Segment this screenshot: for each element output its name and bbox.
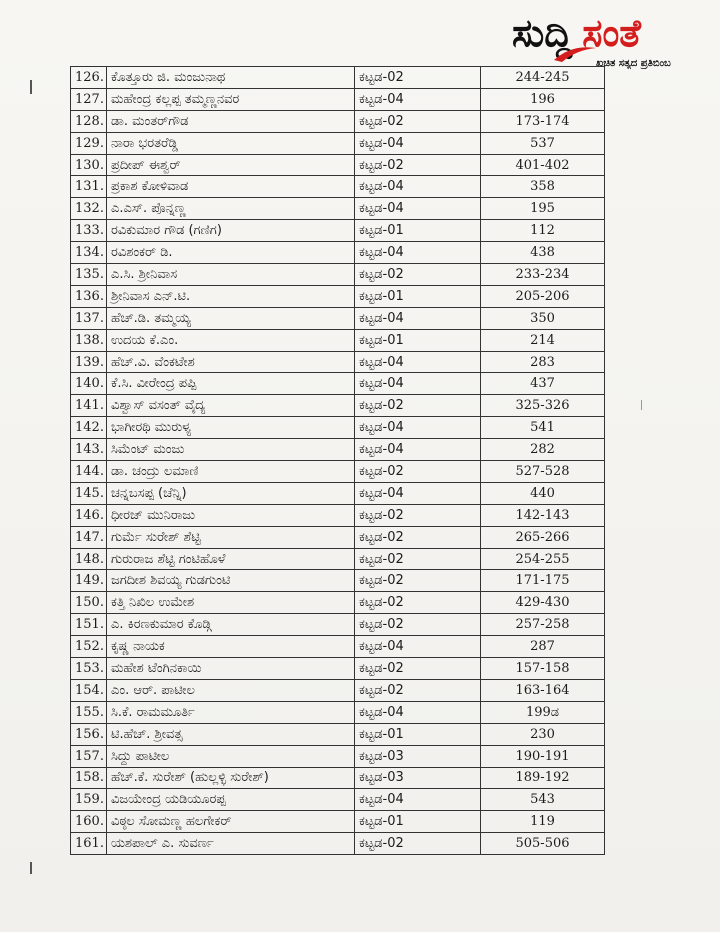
logo-word-accent: ಸಂತೆ [582, 11, 641, 55]
member-name: ಕೆ.ಸಿ. ವೀರೇಂದ್ರ ಪಪ್ಪಿ [107, 373, 355, 395]
bundle-reference: ಕಟ್ಟಡ-04 [355, 373, 481, 395]
row-number: 154. [71, 679, 107, 701]
row-number: 128. [71, 110, 107, 132]
row-number: 130. [71, 154, 107, 176]
bundle-reference: ಕಟ್ಟಡ-01 [355, 723, 481, 745]
page-range: 163-164 [481, 679, 605, 701]
bundle-reference: ಕಟ್ಟಡ-04 [355, 307, 481, 329]
page-range: 541 [481, 417, 605, 439]
page-range: 157-158 [481, 658, 605, 680]
table-row [71, 570, 605, 592]
table-row [71, 264, 605, 286]
bundle-reference: ಕಟ್ಟಡ-01 [355, 285, 481, 307]
member-name: ಸಿ.ಕೆ. ರಾಮಮೂರ್ತಿ [107, 701, 355, 723]
member-name: ವಿಶ್ವಾಸ್ ವಸಂತ್ ವೈದ್ಯ [107, 395, 355, 417]
table-row [71, 395, 605, 417]
member-name: ಧೀರಜ್ ಮುನಿರಾಜು [107, 504, 355, 526]
page-range: 265-266 [481, 526, 605, 548]
bundle-reference: ಕಟ್ಟಡ-02 [355, 526, 481, 548]
member-name: ಪ್ರಕಾಶ ಕೋಳಿವಾಡ [107, 176, 355, 198]
bundle-reference: ಕಟ್ಟಡ-04 [355, 132, 481, 154]
bundle-reference: ಕಟ್ಟಡ-04 [355, 789, 481, 811]
member-name: ಎ. ಕಿರಣಕುಮಾರ ಕೊಡ್ಗಿ [107, 614, 355, 636]
row-number: 143. [71, 439, 107, 461]
table-row [71, 110, 605, 132]
table-body [71, 67, 605, 855]
row-number: 142. [71, 417, 107, 439]
page-range: 205-206 [481, 285, 605, 307]
row-number: 140. [71, 373, 107, 395]
page-range: 325-326 [481, 395, 605, 417]
logo-tagline: ಖಚಿತ ಸತ್ಯದ ಪ್ರತಿಬಿಂಬ [596, 58, 671, 69]
table-row [71, 285, 605, 307]
bundle-reference: ಕಟ್ಟಡ-04 [355, 482, 481, 504]
row-number: 158. [71, 767, 107, 789]
page-range: 257-258 [481, 614, 605, 636]
member-name: ಯಶಪಾಲ್ ಎ. ಸುವರ್ಣ [107, 833, 355, 855]
table-row [71, 658, 605, 680]
table-row [71, 679, 605, 701]
row-number: 153. [71, 658, 107, 680]
bundle-reference: ಕಟ್ಟಡ-02 [355, 504, 481, 526]
row-number: 134. [71, 242, 107, 264]
table-row [71, 548, 605, 570]
row-number: 147. [71, 526, 107, 548]
row-number: 146. [71, 504, 107, 526]
bundle-reference: ಕಟ್ಟಡ-03 [355, 767, 481, 789]
member-name: ಎ.ಸಿ. ಶ್ರೀನಿವಾಸ [107, 264, 355, 286]
bundle-reference: ಕಟ್ಟಡ-04 [355, 88, 481, 110]
table-row [71, 242, 605, 264]
table-row [71, 88, 605, 110]
table-row [71, 461, 605, 483]
member-name: ಕೊತ್ತೂರು ಜಿ. ಮಂಜುನಾಥ [107, 67, 355, 89]
table-row [71, 351, 605, 373]
table-row [71, 329, 605, 351]
table-row [71, 701, 605, 723]
row-number: 139. [71, 351, 107, 373]
bundle-reference: ಕಟ್ಟಡ-02 [355, 67, 481, 89]
table-row [71, 504, 605, 526]
row-number: 150. [71, 592, 107, 614]
bundle-reference: ಕಟ್ಟಡ-04 [355, 439, 481, 461]
row-number: 151. [71, 614, 107, 636]
row-number: 136. [71, 285, 107, 307]
page-range: 173-174 [481, 110, 605, 132]
page-range: 230 [481, 723, 605, 745]
member-name: ಸಿದ್ದು ಪಾಟೀಲ [107, 745, 355, 767]
scan-artifact [30, 80, 32, 94]
bundle-reference: ಕಟ್ಟಡ-02 [355, 461, 481, 483]
row-number: 148. [71, 548, 107, 570]
bundle-reference: ಕಟ್ಟಡ-01 [355, 329, 481, 351]
bundle-reference: ಕಟ್ಟಡ-04 [355, 242, 481, 264]
table-row [71, 417, 605, 439]
page-range: 438 [481, 242, 605, 264]
table-row [71, 723, 605, 745]
table-row [71, 307, 605, 329]
member-name: ಹೆಚ್.ವಿ. ವೆಂಕಟೇಶ [107, 351, 355, 373]
bundle-reference: ಕಟ್ಟಡ-02 [355, 592, 481, 614]
bundle-reference: ಕಟ್ಟಡ-04 [355, 636, 481, 658]
page-range: 199ಡ [481, 701, 605, 723]
table-row [71, 220, 605, 242]
table-row [71, 154, 605, 176]
bundle-reference: ಕಟ್ಟಡ-02 [355, 110, 481, 132]
member-name: ಹೆಚ್.ಡಿ. ತಮ್ಮಯ್ಯ [107, 307, 355, 329]
page-range: 282 [481, 439, 605, 461]
table-row [71, 767, 605, 789]
page-range: 505-506 [481, 833, 605, 855]
page-range: 283 [481, 351, 605, 373]
page-range: 119 [481, 811, 605, 833]
row-number: 135. [71, 264, 107, 286]
page-range: 429-430 [481, 592, 605, 614]
row-number: 145. [71, 482, 107, 504]
bundle-reference: ಕಟ್ಟಡ-02 [355, 548, 481, 570]
page-range: 189-192 [481, 767, 605, 789]
row-number: 129. [71, 132, 107, 154]
row-number: 149. [71, 570, 107, 592]
table-row [71, 373, 605, 395]
member-name: ಡಾ. ಮಂತರ್‌ಗೌಡ [107, 110, 355, 132]
bundle-reference: ಕಟ್ಟಡ-04 [355, 176, 481, 198]
page-range: 196 [481, 88, 605, 110]
member-name: ಎಂ. ಆರ್. ಪಾಟೀಲ [107, 679, 355, 701]
member-name: ಕೃಷ್ಣ ನಾಯಕ [107, 636, 355, 658]
member-name: ಡಾ. ಚಂದ್ರು ಲಮಾಣಿ [107, 461, 355, 483]
table-row [71, 745, 605, 767]
page-range: 537 [481, 132, 605, 154]
member-name: ವಿಜಯೇಂದ್ರ ಯಡಿಯೂರಪ್ಪ [107, 789, 355, 811]
bundle-reference: ಕಟ್ಟಡ-03 [355, 745, 481, 767]
member-name: ಹೆಚ್.ಕೆ. ಸುರೇಶ್ (ಹುಲ್ಲಳ್ಳಿ ಸುರೇಶ್) [107, 767, 355, 789]
bundle-reference: ಕಟ್ಟಡ-01 [355, 220, 481, 242]
bundle-reference: ಕಟ್ಟಡ-02 [355, 395, 481, 417]
member-name: ಶ್ರೀನಿವಾಸ ಎನ್.ಟಿ. [107, 285, 355, 307]
bundle-reference: ಕಟ್ಟಡ-04 [355, 351, 481, 373]
row-number: 132. [71, 198, 107, 220]
bundle-reference: ಕಟ್ಟಡ-02 [355, 154, 481, 176]
page-range: 401-402 [481, 154, 605, 176]
member-name: ವಿಠ್ಠಲ ಸೋಮಣ್ಣ ಹಲಗೇಕರ್ [107, 811, 355, 833]
page-range: 254-255 [481, 548, 605, 570]
row-number: 160. [71, 811, 107, 833]
table-row [71, 67, 605, 89]
page-range: 190-191 [481, 745, 605, 767]
table-row [71, 614, 605, 636]
row-number: 126. [71, 67, 107, 89]
table-row [71, 833, 605, 855]
row-number: 152. [71, 636, 107, 658]
row-number: 131. [71, 176, 107, 198]
table-row [71, 439, 605, 461]
page-range: 112 [481, 220, 605, 242]
row-number: 161. [71, 833, 107, 855]
member-name: ಭಾಗೀರಥಿ ಮುರುಳ್ಯ [107, 417, 355, 439]
member-name: ನಾರಾ ಭರತರೆಡ್ಡಿ [107, 132, 355, 154]
page-range: 142-143 [481, 504, 605, 526]
bundle-reference: ಕಟ್ಟಡ-04 [355, 417, 481, 439]
row-number: 127. [71, 88, 107, 110]
member-name: ರವಿಶಂಕರ್ ಡಿ. [107, 242, 355, 264]
member-name: ಗುರುರಾಜ ಶೆಟ್ಟಿ ಗಂಟಿಹೊಳೆ [107, 548, 355, 570]
member-name: ಸಿಮೆಂಟ್ ಮಂಜು [107, 439, 355, 461]
member-name: ಜಗದೀಶ ಶಿವಯ್ಯ ಗುಡಗುಂಟಿ [107, 570, 355, 592]
logo-swoosh-icon [552, 42, 598, 64]
member-name: ಪ್ರದೀಪ್ ಈಶ್ವರ್ [107, 154, 355, 176]
member-name: ಉದಯ ಕೆ.ಎಂ. [107, 329, 355, 351]
table-row [71, 592, 605, 614]
bundle-reference: ಕಟ್ಟಡ-04 [355, 701, 481, 723]
page-range: 214 [481, 329, 605, 351]
table-row [71, 789, 605, 811]
bundle-reference: ಕಟ್ಟಡ-02 [355, 658, 481, 680]
row-number: 159. [71, 789, 107, 811]
page-range: 287 [481, 636, 605, 658]
bundle-reference: ಕಟ್ಟಡ-02 [355, 833, 481, 855]
page-range: 527-528 [481, 461, 605, 483]
row-number: 155. [71, 701, 107, 723]
table-row [71, 198, 605, 220]
row-number: 156. [71, 723, 107, 745]
table-row [71, 526, 605, 548]
logo-word-primary: ಸುದ್ದಿ [512, 11, 573, 55]
page-range: 350 [481, 307, 605, 329]
table-row [71, 811, 605, 833]
row-number: 141. [71, 395, 107, 417]
table-row [71, 482, 605, 504]
row-number: 133. [71, 220, 107, 242]
legislator-list-table [70, 66, 605, 855]
row-number: 138. [71, 329, 107, 351]
table-row [71, 176, 605, 198]
member-name: ಮಹೇಂದ್ರ ಕಲ್ಲಪ್ಪ ತಮ್ಮಣ್ಣನವರ [107, 88, 355, 110]
member-name: ಮಹೇಶ ಟೆಂಗಿನಕಾಯಿ [107, 658, 355, 680]
page-range: 543 [481, 789, 605, 811]
row-number: 157. [71, 745, 107, 767]
scan-artifact [30, 862, 32, 874]
page-range: 440 [481, 482, 605, 504]
row-number: 137. [71, 307, 107, 329]
scan-artifact [641, 400, 642, 410]
page-range: 244-245 [481, 67, 605, 89]
bundle-reference: ಕಟ್ಟಡ-02 [355, 679, 481, 701]
page-range: 195 [481, 198, 605, 220]
member-name: ಕತ್ತಿ ನಿಖಿಲ ಉಮೇಶ [107, 592, 355, 614]
bundle-reference: ಕಟ್ಟಡ-01 [355, 811, 481, 833]
member-name: ಎ.ಎಸ್. ಪೊನ್ನಣ್ಣ [107, 198, 355, 220]
page-range: 171-175 [481, 570, 605, 592]
page-range: 437 [481, 373, 605, 395]
page-range: 358 [481, 176, 605, 198]
row-number: 144. [71, 461, 107, 483]
bundle-reference: ಕಟ್ಟಡ-02 [355, 614, 481, 636]
bundle-reference: ಕಟ್ಟಡ-02 [355, 264, 481, 286]
bundle-reference: ಕಟ್ಟಡ-04 [355, 198, 481, 220]
bundle-reference: ಕಟ್ಟಡ-02 [355, 570, 481, 592]
member-name: ರವಿಕುಮಾರ ಗೌಡ (ಗಣಿಗ) [107, 220, 355, 242]
page-range: 233-234 [481, 264, 605, 286]
member-name: ಚನ್ನಬಸಪ್ಪ (ಚೆನ್ನಿ) [107, 482, 355, 504]
member-name: ಟಿ.ಹೆಚ್. ಶ್ರೀವತ್ಸ [107, 723, 355, 745]
member-name: ಗುರ್ಮೆ ಸುರೇಶ್ ಶೆಟ್ಟಿ [107, 526, 355, 548]
table-row [71, 132, 605, 154]
table-row [71, 636, 605, 658]
